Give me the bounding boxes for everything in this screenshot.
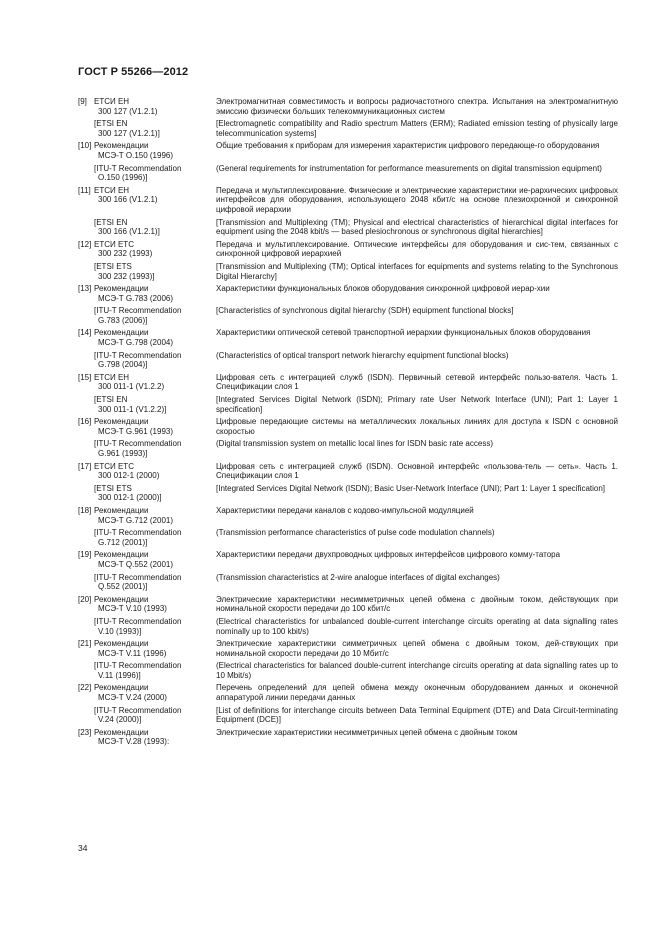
- reference-source-english: [78, 164, 216, 183]
- reference-document-code: 300 012-1 (2000): [98, 471, 160, 481]
- reference-entry-english: [78, 439, 618, 458]
- reference-document-code-english: O.150 (1996)]: [98, 173, 148, 183]
- reference-document-code: 300 232 (1993): [98, 249, 153, 259]
- reference-source-lines-english: [94, 706, 216, 725]
- reference-source: [78, 595, 216, 614]
- reference-number: [14]: [78, 328, 92, 338]
- reference-organization-english: [ETSI EN: [94, 119, 128, 129]
- reference-title: Характеристики функциональных блоков оборудования синхронной цифровой иерар-хии: [216, 284, 550, 294]
- reference-source-lines-english: [94, 573, 216, 592]
- reference-organization-english: [ITU-T Recommendation: [94, 439, 182, 449]
- reference-document-code: МСЭ-Т V.24 (2000): [98, 693, 167, 703]
- reference-source-lines-english: [94, 306, 216, 325]
- reference-entry-english: [78, 617, 618, 636]
- reference-number-spacer: [78, 306, 94, 325]
- reference-entry: [78, 373, 618, 392]
- reference-organization-english: [ITU-T Recommendation: [94, 705, 182, 715]
- reference-source-english: [78, 439, 216, 458]
- reference-document-code-english: G.712 (2001)]: [98, 537, 148, 547]
- reference-title: Перечень определений для цепей обмена между оконечным оборудованием данных и оконечной аппаратурой линии передачи данных: [216, 683, 618, 703]
- reference-title-english: (Characteristics of optical transport network hierarchy equipment functional blocks): [216, 350, 509, 360]
- reference-entry-english: [78, 528, 618, 547]
- reference-source-lines: [94, 639, 216, 658]
- reference-source: [78, 328, 216, 347]
- page-header-title: ГОСТ Р 55266—2012: [78, 66, 189, 78]
- reference-title: Цифровая сеть с интеграцией служб (ISDN). Основной интерфейс «пользова-тель — сеть». Часть 1. Спецификации слоя 1: [216, 461, 618, 481]
- reference-source: [78, 550, 216, 569]
- reference-source-lines: [94, 683, 216, 702]
- reference-number: [12]: [78, 239, 92, 249]
- reference-document-code: МСЭ-Т G.712 (2001): [98, 515, 174, 525]
- reference-source-lines: [94, 240, 216, 259]
- reference-number-spacer: [78, 351, 94, 370]
- reference-title-english: [Electromagnetic compatibility and Radio spectrum Matters (ERM); Radiated emission testing of physically large telecommunication systems]: [216, 119, 618, 138]
- reference-entry: [78, 683, 618, 702]
- reference-source: [78, 506, 216, 525]
- reference-source-lines: [94, 141, 216, 160]
- reference-document-code-english: 300 166 (V1.2.1)]: [98, 227, 160, 237]
- reference-number-spacer: [78, 617, 94, 636]
- reference-document-code: 300 166 (V1.2.1): [98, 195, 158, 205]
- reference-title: Цифровая сеть с интеграцией служб (ISDN). Первичный сетевой интерфейс пользо-вателя. Часть 1. Спецификации слоя 1: [216, 372, 618, 392]
- reference-source-english: [78, 528, 216, 547]
- reference-entry-english: [78, 706, 618, 725]
- reference-source: [78, 240, 216, 259]
- reference-entry: [78, 284, 618, 303]
- reference-organization: Рекомендации: [94, 639, 149, 649]
- reference-organization-english: [ITU-T Recommendation: [94, 616, 182, 626]
- reference-source-lines: [94, 595, 216, 614]
- reference-entry-english: [78, 306, 618, 325]
- reference-title: Электрические характеристики симметричных цепей обмена с двойным током, дей-ствующих при номинальной скорости передачи до 10 Мбит/с: [216, 639, 618, 658]
- reference-title: Электрические характеристики несимметричных цепей обмена с двойным током: [216, 727, 518, 737]
- reference-document-code-english: V.24 (2000)]: [98, 715, 142, 725]
- reference-title-english: (Electrical characteristics for unbalanced double-current interchange circuits operating at data signalling rates nominally up to 100 kbit/s): [216, 616, 618, 636]
- reference-title-english: [Transmission and Multiplexing (TM); Physical and electrical characteristics of hierarchical digital interfaces for equipment using the 2048 kbit/s — based plesiochronous or synchronous digital hierarchies]: [216, 217, 618, 237]
- reference-number: [23]: [78, 727, 92, 737]
- reference-entry: [78, 550, 618, 569]
- reference-source: [78, 683, 216, 702]
- reference-document-code-english: G.961 (1993)]: [98, 449, 148, 458]
- reference-document-code: 300 127 (V1.2.1): [98, 106, 158, 116]
- reference-entry: [78, 97, 618, 116]
- reference-organization-english: [ITU-T Recommendation: [94, 572, 182, 582]
- reference-source: [78, 417, 216, 436]
- reference-source-english: [78, 395, 216, 414]
- reference-source: [78, 141, 216, 160]
- reference-document-code: МСЭ-Т G.783 (2006): [98, 293, 174, 303]
- reference-source-lines-english: [94, 164, 216, 183]
- reference-number-spacer: [78, 395, 94, 414]
- reference-title-english: [Transmission and Multiplexing (TM); Optical interfaces for equipments and systems relating to the Synchronous Digital Hierarchy]: [216, 261, 618, 281]
- reference-number-spacer: [78, 706, 94, 725]
- reference-source-lines: [94, 506, 216, 525]
- reference-organization-english: [ETSI EN: [94, 217, 128, 227]
- reference-source-english: [78, 661, 216, 680]
- reference-number-spacer: [78, 528, 94, 547]
- reference-source-lines-english: [94, 218, 216, 237]
- reference-source: [78, 373, 216, 392]
- reference-source: [78, 284, 216, 303]
- reference-source-lines: [94, 462, 216, 481]
- reference-entry: [78, 328, 618, 347]
- reference-document-code-english: 300 127 (V1.2.1)]: [98, 128, 160, 138]
- reference-number: [15]: [78, 372, 92, 382]
- reference-source-english: [78, 351, 216, 370]
- reference-number: [18]: [78, 505, 92, 515]
- reference-number-spacer: [78, 661, 94, 680]
- reference-number: [22]: [78, 683, 92, 693]
- reference-source-english: [78, 119, 216, 138]
- reference-entry: [78, 728, 618, 747]
- reference-entry: [78, 595, 618, 614]
- reference-organization-english: [ITU-T Recommendation: [94, 350, 182, 360]
- reference-source-lines-english: [94, 617, 216, 636]
- reference-organization: Рекомендации: [94, 141, 149, 151]
- reference-entry: [78, 506, 618, 525]
- reference-source: [78, 728, 216, 747]
- reference-organization-english: [ETSI EN: [94, 395, 128, 405]
- reference-organization: Рекомендации: [94, 505, 149, 515]
- reference-title-english: [Characteristics of synchronous digital hierarchy (SDH) equipment functional blocks]: [216, 306, 514, 316]
- reference-source-lines: [94, 97, 216, 116]
- reference-organization: Рекомендации: [94, 328, 149, 338]
- reference-source-english: [78, 262, 216, 281]
- reference-title-english: [Integrated Services Digital Network (ISDN); Primary rate User Network Interface (UNI); Part 1: Layer 1 specification]: [216, 395, 618, 414]
- reference-organization-english: [ETSI ETS: [94, 261, 132, 271]
- reference-entry-english: [78, 262, 618, 281]
- reference-source-english: [78, 484, 216, 503]
- reference-source-lines-english: [94, 395, 216, 414]
- reference-source-lines-english: [94, 351, 216, 370]
- reference-document-code: МСЭ-Т Q.552 (2001): [98, 559, 174, 569]
- reference-number-spacer: [78, 218, 94, 237]
- reference-document-code: МСЭ-Т О.150 (1996): [98, 150, 174, 160]
- reference-title-english: (Digital transmission system on metallic local lines for ISDN basic rate access): [216, 439, 493, 449]
- reference-source-english: [78, 306, 216, 325]
- reference-number-spacer: [78, 484, 94, 503]
- reference-source: [78, 462, 216, 481]
- reference-document-code-english: 300 232 (1993)]: [98, 271, 155, 281]
- reference-document-code-english: 300 012-1 (2000)]: [98, 493, 162, 503]
- reference-source-lines: [94, 550, 216, 569]
- reference-entry: [78, 186, 618, 215]
- reference-number: [9]: [78, 97, 87, 106]
- reference-number: [11]: [78, 185, 91, 195]
- reference-document-code: МСЭ-Т V.10 (1993): [98, 604, 167, 614]
- reference-title-english: (Transmission characteristics at 2-wire analogue interfaces of digital exchanges): [216, 572, 500, 582]
- reference-document-code: МСЭ-Т G.961 (1993): [98, 426, 174, 436]
- reference-organization: ЕТСИ ЕН: [94, 97, 130, 106]
- reference-number-spacer: [78, 164, 94, 183]
- reference-source: [78, 186, 216, 215]
- reference-number: [13]: [78, 284, 92, 294]
- reference-entry-english: [78, 661, 618, 680]
- reference-source-lines-english: [94, 661, 216, 680]
- reference-organization: ЕТСИ ЕН: [94, 372, 130, 382]
- reference-organization: ЕТСИ ЕН: [94, 185, 130, 195]
- reference-source-lines: [94, 284, 216, 303]
- reference-source-lines-english: [94, 119, 216, 138]
- reference-title-english: [Integrated Services Digital Network (ISDN); Basic User-Network Interface (UNI); Part 1: Layer 1 specification]: [216, 483, 606, 493]
- reference-entry: [78, 240, 618, 259]
- reference-number: [20]: [78, 594, 92, 604]
- reference-number: [16]: [78, 417, 92, 427]
- reference-organization-english: [ITU-T Recommendation: [94, 528, 182, 538]
- reference-organization-english: [ETSI ETS: [94, 483, 132, 493]
- reference-number: [21]: [78, 639, 92, 649]
- reference-number-spacer: [78, 439, 94, 458]
- reference-document-code-english: Q.552 (2001)]: [98, 582, 148, 592]
- references-list: [78, 97, 618, 747]
- reference-document-code: МСЭ-Т V.11 (1996): [98, 648, 167, 658]
- reference-document-code-english: G.783 (2006)]: [98, 315, 148, 325]
- reference-number: [10]: [78, 141, 92, 151]
- reference-source-lines: [94, 417, 216, 436]
- reference-title: Передача и мультиплексирование. Физические и электрические характеристики ие-рархических цифровых интерфейсов для оборудования, использующего 2048 кбит/с на основе плезиохронной и синхронной цифровой иерархии: [216, 185, 618, 214]
- reference-number: [17]: [78, 461, 92, 471]
- reference-organization-english: [ITU-T Recommendation: [94, 163, 182, 173]
- reference-organization: Рекомендации: [94, 550, 149, 560]
- reference-source: [78, 639, 216, 658]
- reference-source-lines-english: [94, 484, 216, 503]
- reference-source-lines: [94, 328, 216, 347]
- reference-organization: Рекомендации: [94, 417, 149, 427]
- reference-source-english: [78, 218, 216, 237]
- reference-entry-english: [78, 119, 618, 138]
- reference-document-code: МСЭ-Т G.798 (2004): [98, 338, 174, 348]
- reference-organization: Рекомендации: [94, 683, 149, 693]
- reference-title: Общие требования к приборам для измерения характеристик цифрового передающе-го оборудования: [216, 141, 600, 151]
- reference-document-code-english: V.11 (1996)]: [98, 670, 141, 680]
- reference-organization-english: [ITU-T Recommendation: [94, 661, 182, 671]
- reference-source-english: [78, 573, 216, 592]
- reference-entry-english: [78, 351, 618, 370]
- reference-title-english: (General requirements for instrumentation for performance measurements on digital transmission equipment): [216, 163, 602, 173]
- reference-title: Характеристики передачи двухпроводных цифровых интерфейсов цифрового комму-татора: [216, 550, 561, 560]
- reference-entry-english: [78, 218, 618, 237]
- reference-source-lines-english: [94, 528, 216, 547]
- reference-entry-english: [78, 164, 618, 183]
- reference-document-code-english: 300 011-1 (V1.2.2)]: [98, 404, 167, 414]
- reference-document-code: 300 011-1 (V1.2.2): [98, 382, 165, 392]
- reference-entry-english: [78, 484, 618, 503]
- reference-organization: ЕТСИ ЕТС: [94, 461, 134, 471]
- reference-document-code-english: V.10 (1993)]: [98, 626, 142, 636]
- reference-entry: [78, 462, 618, 481]
- reference-source-english: [78, 617, 216, 636]
- reference-title: Характеристики оптической сетевой транспортной иерархии функциональных блоков оборудования: [216, 328, 591, 338]
- reference-title: Передача и мультиплексирование. Оптические интерфейсы для оборудования и сис-тем, связанных с синхронной цифровой иерархией: [216, 239, 618, 259]
- reference-title-english: [List of definitions for interchange circuits between Data Terminal Equipment (DTE) and Data Circuit-terminating Equipment (DCE)]: [216, 705, 618, 725]
- reference-title: Электромагнитная совместимость и вопросы радиочастотного спектра. Испытания на электромагнитную эмиссию физически больших телекоммуникационных систем: [216, 97, 618, 116]
- reference-title: Цифровые передающие системы на металлических локальных линиях для доступа к ISDN с основной скоростью: [216, 417, 618, 436]
- reference-organization-english: [ITU-T Recommendation: [94, 306, 182, 316]
- reference-source-lines-english: [94, 262, 216, 281]
- reference-organization: Рекомендации: [94, 594, 149, 604]
- reference-document-code-english: G.798 (2004)]: [98, 360, 148, 370]
- reference-source-lines: [94, 373, 216, 392]
- reference-document-code: МСЭ-Т V.28 (1993):: [98, 737, 170, 747]
- reference-organization: Рекомендации: [94, 727, 149, 737]
- reference-source-lines-english: [94, 439, 216, 458]
- reference-title-english: (Electrical characteristics for balanced double-current interchange circuits operating at data signalling rates up to 10 Mbit/s): [216, 661, 618, 680]
- reference-number-spacer: [78, 119, 94, 138]
- reference-entry-english: [78, 573, 618, 592]
- reference-title: Электрические характеристики несимметричных цепей обмена с двойным током, действующих при номинальной скорости передачи до 100 кбит/с: [216, 594, 618, 614]
- reference-source-lines: [94, 728, 216, 747]
- reference-title-english: (Transmission performance characteristics of pulse code modulation channels): [216, 528, 495, 538]
- reference-entry: [78, 417, 618, 436]
- reference-source-english: [78, 706, 216, 725]
- reference-number: [19]: [78, 550, 92, 560]
- reference-entry: [78, 141, 618, 160]
- reference-title: Характеристики передачи каналов с кодово-импульсной модуляцией: [216, 505, 474, 515]
- reference-source-lines: [94, 186, 216, 215]
- reference-number-spacer: [78, 573, 94, 592]
- reference-entry: [78, 639, 618, 658]
- reference-number-spacer: [78, 262, 94, 281]
- reference-entry-english: [78, 395, 618, 414]
- reference-source: [78, 97, 216, 116]
- page-number: 34: [78, 843, 88, 853]
- reference-organization: ЕТСИ ЕТС: [94, 239, 134, 249]
- reference-organization: Рекомендации: [94, 284, 149, 294]
